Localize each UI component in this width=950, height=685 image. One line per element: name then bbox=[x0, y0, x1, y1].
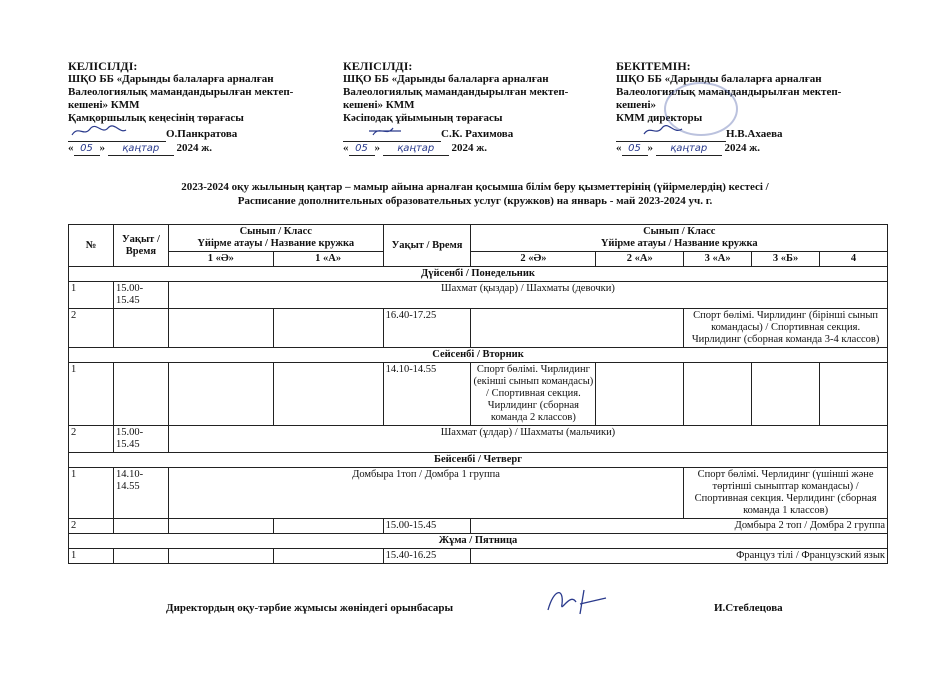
approval-role: Кәсіподақ ұйымының төрағасы bbox=[343, 112, 503, 124]
header-row bbox=[69, 225, 888, 252]
title-russian: Расписание дополнительных образовательных услуг (кружков) на январь - май 2023-2024 уч. г. bbox=[237, 195, 713, 207]
approval-block-2 bbox=[343, 60, 583, 156]
row-num: 2 bbox=[69, 519, 114, 534]
activity-cell: Домбыра 1топ / Домбра 1 группа bbox=[168, 468, 683, 519]
signature-line bbox=[68, 125, 308, 142]
class-header: 2 «А» bbox=[596, 252, 684, 267]
approval-heading: КЕЛІСІЛДІ: bbox=[68, 59, 138, 73]
date-year: 2024 ж. bbox=[451, 142, 487, 154]
approval-heading: КЕЛІСІЛДІ: bbox=[343, 59, 413, 73]
official-stamp-icon bbox=[664, 82, 738, 136]
date-year: 2024 ж. bbox=[724, 142, 760, 154]
header-class-label: Сынып / Класс bbox=[643, 226, 716, 237]
empty-cell bbox=[113, 309, 168, 348]
row-time: 14.10-14.55 bbox=[383, 363, 471, 426]
signature-field bbox=[68, 125, 166, 142]
approval-org: ШҚО ББ «Дарынды балаларға арналған Валеологиялық мамандандырылған мектеп-кешені» КММ bbox=[68, 73, 294, 111]
row-num: 2 bbox=[69, 426, 114, 453]
row-num: 1 bbox=[69, 363, 114, 426]
date-month: қаңтар bbox=[383, 142, 449, 156]
empty-cell bbox=[684, 363, 752, 426]
row-time: 15.00-15.45 bbox=[113, 282, 168, 309]
row-time: 14.10-14.55 bbox=[113, 468, 168, 519]
approval-role: Қамқоршылық кеңесінің төрағасы bbox=[68, 112, 244, 124]
empty-cell bbox=[168, 309, 273, 348]
class-header: 3 «Б» bbox=[752, 252, 820, 267]
date-year: 2024 ж. bbox=[176, 142, 212, 154]
activity-cell: Спорт бөлімі. Чирлидинг (бірінші сынып командасы) / Спортивная секция. Чирлидинг (сборная команда 3-4 классов) bbox=[684, 309, 888, 348]
document-title bbox=[0, 180, 950, 208]
day-header-monday: Дүйсенбі / Понедельник bbox=[69, 267, 888, 282]
empty-cell bbox=[168, 519, 273, 534]
activity-cell: Француз тілі / Французский язык bbox=[471, 549, 888, 564]
approvals-header bbox=[0, 60, 950, 160]
approval-heading: БЕКІТЕМІН: bbox=[616, 59, 691, 73]
signature-line bbox=[343, 125, 583, 142]
row-time: 15.40-16.25 bbox=[383, 549, 471, 564]
table-row bbox=[69, 549, 888, 564]
date-day: 05 bbox=[622, 142, 648, 156]
header-circle-label: Үйірме атауы / Название кружка bbox=[600, 238, 758, 249]
class-header: 4 bbox=[820, 252, 888, 267]
signature-field bbox=[343, 125, 441, 142]
empty-cell bbox=[168, 363, 273, 426]
header-time-2: Уақыт / Время bbox=[383, 225, 471, 267]
header-class-label: Сынып / Класс bbox=[239, 226, 312, 237]
signature-line bbox=[616, 125, 856, 142]
row-time: 16.40-17.25 bbox=[383, 309, 471, 348]
date-day: 05 bbox=[349, 142, 375, 156]
empty-cell bbox=[273, 309, 383, 348]
approval-date: « 05 » қаңтар 2024 ж. bbox=[343, 142, 487, 154]
empty-cell bbox=[273, 549, 383, 564]
activity-cell: Шахмат (қыздар) / Шахматы (девочки) bbox=[168, 282, 887, 309]
empty-cell bbox=[113, 363, 168, 426]
approval-org: ШҚО ББ «Дарынды балаларға арналған Валеологиялық мамандандырылған мектеп-кешені» КММ bbox=[343, 73, 569, 111]
header-circle-label: Үйірме атауы / Название кружка bbox=[197, 238, 355, 249]
row-num: 1 bbox=[69, 549, 114, 564]
date-day: 05 bbox=[74, 142, 100, 156]
empty-cell bbox=[820, 363, 888, 426]
title-kazakh: 2023-2024 оқу жылының қаңтар – мамыр айына арналған қосымша білім беру қызметтерінің (үйірмелердің) кестесі / bbox=[181, 181, 769, 193]
empty-cell bbox=[596, 363, 684, 426]
date-month: қаңтар bbox=[108, 142, 174, 156]
empty-cell bbox=[471, 309, 684, 348]
day-header-tuesday: Сейсенбі / Вторник bbox=[69, 348, 888, 363]
table-row bbox=[69, 426, 888, 453]
class-header: 1 «Ә» bbox=[168, 252, 273, 267]
table-row bbox=[69, 309, 888, 348]
header-num: № bbox=[69, 225, 114, 267]
approval-org: ШҚО ББ «Дарынды балаларға арналған Валеологиялық мамандандырылған мектеп-кешені» bbox=[616, 73, 842, 111]
approval-date: « 05 » қаңтар 2024 ж. bbox=[68, 142, 212, 154]
empty-cell bbox=[113, 519, 168, 534]
empty-cell bbox=[273, 519, 383, 534]
approval-signer: О.Панкратова bbox=[166, 128, 238, 140]
table-row bbox=[69, 282, 888, 309]
class-header: 3 «А» bbox=[684, 252, 752, 267]
class-header: 2 «Ә» bbox=[471, 252, 596, 267]
empty-cell bbox=[168, 549, 273, 564]
approval-block-3 bbox=[616, 60, 856, 156]
class-header: 1 «А» bbox=[273, 252, 383, 267]
approval-block-1 bbox=[68, 60, 308, 156]
activity-cell: Домбыра 2 топ / Домбра 2 группа bbox=[471, 519, 888, 534]
date-month: қаңтар bbox=[656, 142, 722, 156]
footer-name: И.Стеблецова bbox=[714, 602, 783, 614]
approval-date: « 05 » қаңтар 2024 ж. bbox=[616, 142, 760, 154]
header-class-group-b bbox=[471, 225, 888, 252]
header-class-group-a bbox=[168, 225, 383, 252]
row-num: 2 bbox=[69, 309, 114, 348]
header-time: Уақыт / Время bbox=[113, 225, 168, 267]
activity-cell: Спорт бөлімі. Чирлидинг (екінші сынып командасы) / Спортивная секция. Чирлидинг (сборная команда 2 классов) bbox=[471, 363, 596, 426]
approval-role: КММ директоры bbox=[616, 112, 703, 124]
row-num: 1 bbox=[69, 468, 114, 519]
row-time: 15.00-15.45 bbox=[113, 426, 168, 453]
approval-signer: С.К. Рахимова bbox=[441, 128, 514, 140]
empty-cell bbox=[113, 549, 168, 564]
table-row bbox=[69, 363, 888, 426]
row-time: 15.00-15.45 bbox=[383, 519, 471, 534]
day-header-friday: Жұма / Пятница bbox=[69, 534, 888, 549]
handwritten-signature-icon bbox=[68, 125, 128, 137]
day-header-thursday: Бейсенбі / Четверг bbox=[69, 453, 888, 468]
row-num: 1 bbox=[69, 282, 114, 309]
approval-signer: Н.В.Ахаева bbox=[726, 128, 783, 140]
table-row bbox=[69, 468, 888, 519]
activity-cell: Шахмат (ұлдар) / Шахматы (мальчики) bbox=[168, 426, 887, 453]
handwritten-signature-icon bbox=[343, 125, 403, 137]
empty-cell bbox=[273, 363, 383, 426]
handwritten-signature-icon bbox=[540, 584, 610, 618]
activity-cell: Спорт бөлімі. Черлидинг (үшінші және төртінші сыныптар командасы) / Спортивная секция. Черлидинг (сборная команда 1 классов) bbox=[684, 468, 888, 519]
schedule-table bbox=[68, 224, 888, 564]
table-row bbox=[69, 519, 888, 534]
footer-role: Директордың оқу-тәрбие жұмысы жөніндегі орынбасары bbox=[166, 602, 454, 614]
class-row bbox=[69, 252, 888, 267]
empty-cell bbox=[752, 363, 820, 426]
